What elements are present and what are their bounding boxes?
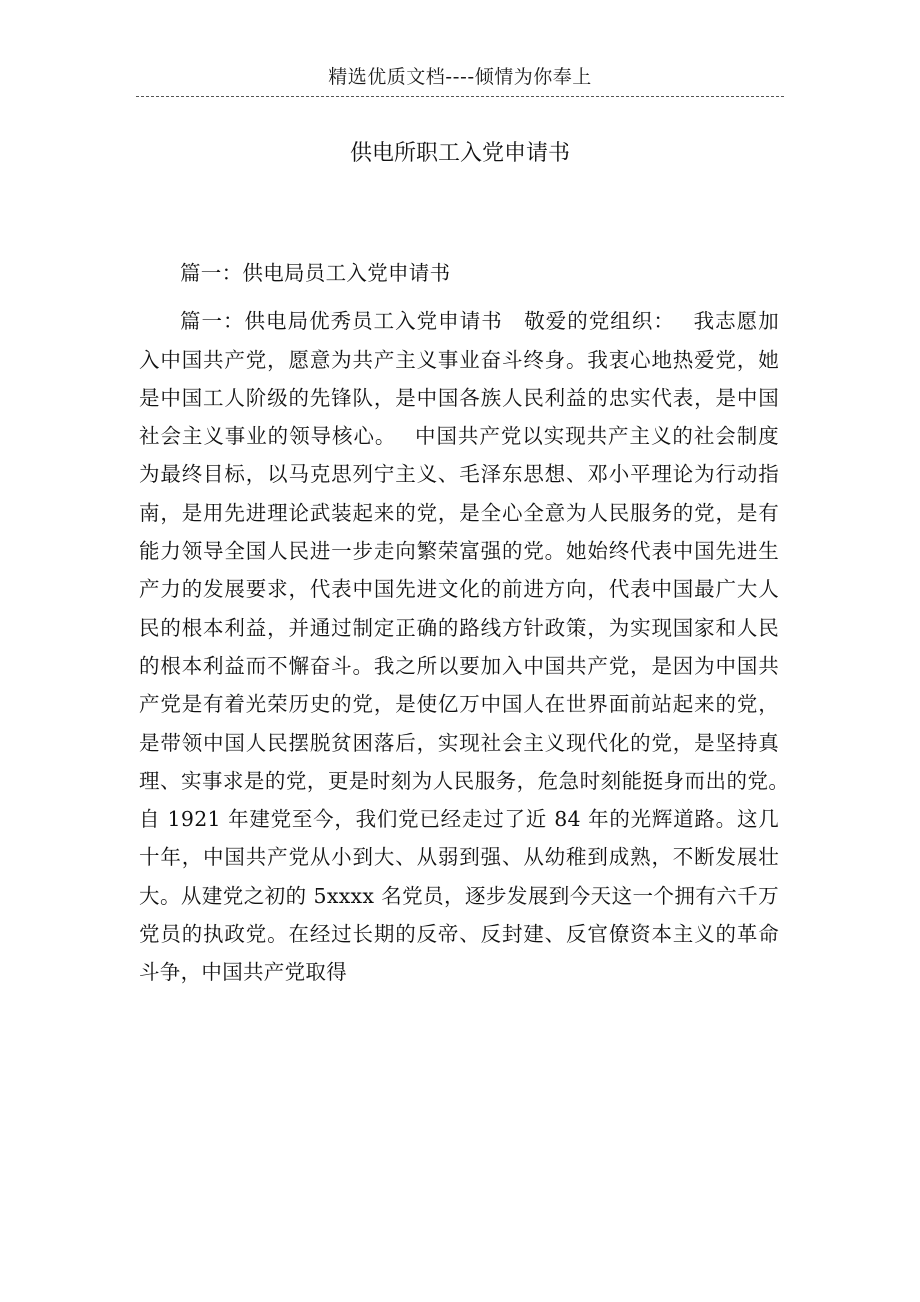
body-paragraph: 篇一：供电局优秀员工入党申请书 敬爱的党组织： 我志愿加入中国共产党，愿意为共产主义事业奋斗终身。我衷心地热爱党，她是中国工人阶级的先锋队，是中国各族人民利益的忠实代表，是中国社会主义事业的领导核心。 中国共产党以实现共产主义的社会制度为最终目标，以马克思列宁主义、毛泽东思想、邓小平理论为行动指南，是用先进理论武装起来的党，是全心全意为人民服务的党，是有能力领导全国人民进一步走向繁荣富强的党。她始终代表中国先进生产力的发展要求，代表中国先进文化的前进方向，代表中国最广大人民的根本利益，并通过制定正确的路线方针政策，为实现国家和人民的根本利益而不懈奋斗。我之所以要加入中国共产党，是因为中国共产党是有着光荣历史的党，是使亿万中国人在世界面前站起来的党，是带领中国人民摆脱贫困落后，实现社会主义现代化的党，是坚持真理、实事求是的党，更是时刻为人民服务，危急时刻能挺身而出的党。 自 1921 年建党至今，我们党已经走过了近 84 年的光辉道路。这几十年，中国共产党从小到大、从弱到强、从幼稚到成熟，不断发展壮大。从建党之初的 5xxxx 名党员，逐步发展到今天这一个拥有六千万党员的执政党。在经过长期的反帝、反封建、反官僚资本主义的革命斗争，中国共产党取得: [139, 309, 807, 985]
page-header: 精选优质文档----倾情为你奉上: [328, 66, 592, 88]
document-title: 供电所职工入党申请书: [349, 141, 570, 166]
header-divider: [136, 96, 784, 97]
document-body: [139, 254, 807, 992]
section-subheading: 篇一：供电局员工入党申请书: [180, 261, 451, 285]
